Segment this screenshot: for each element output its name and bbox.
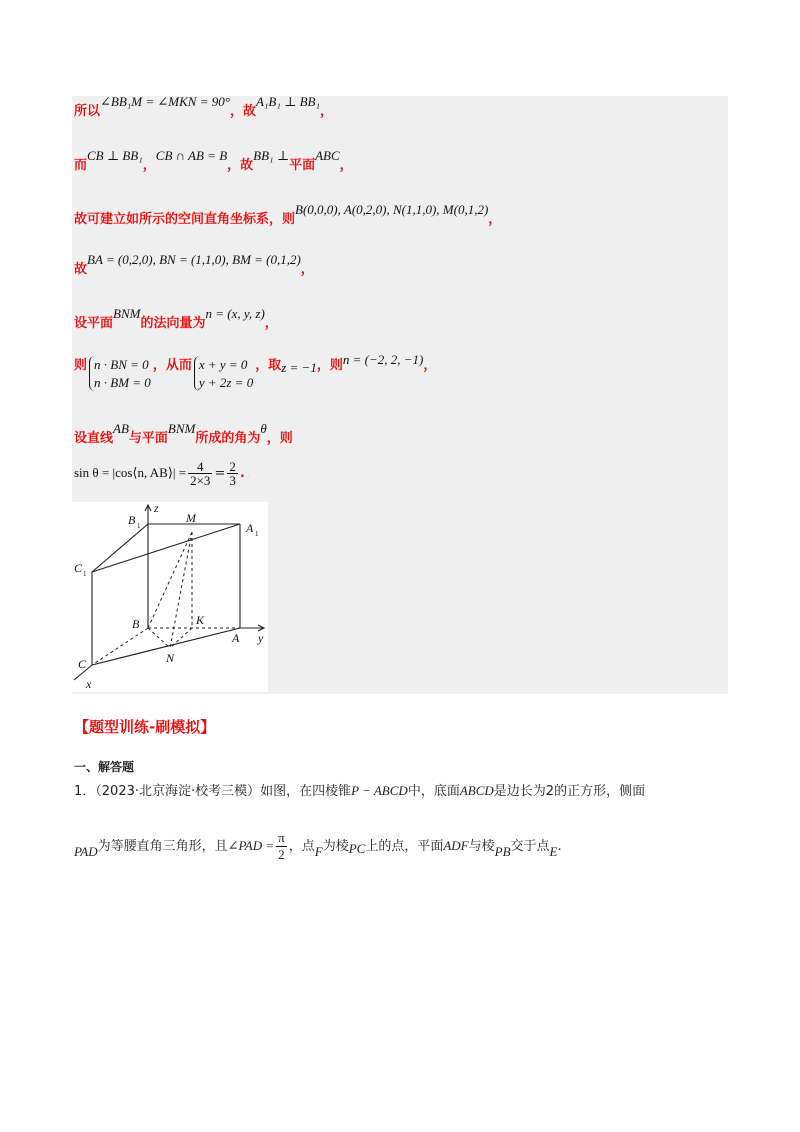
math-point-f: F xyxy=(314,844,323,859)
edge-c1-a1 xyxy=(92,524,240,572)
text: 是边长为 xyxy=(493,784,546,799)
math-normal-result: n = (−2, 2, −1) xyxy=(342,352,424,367)
text: 所成的角为 xyxy=(195,431,261,446)
text: 与平面 xyxy=(128,431,168,446)
text: ， xyxy=(488,212,502,227)
math-perp-bb1: BB₁ ⊥ xyxy=(253,148,290,163)
label-k: K xyxy=(196,613,205,627)
math-angle-eq: ∠BB₁M = ∠MKN = 90° xyxy=(100,94,230,109)
text: ， xyxy=(142,158,156,173)
text: 的正方形，侧面 xyxy=(554,784,646,799)
math-intersection: CB ∩ AB = B xyxy=(155,148,228,163)
denominator: 3 xyxy=(229,473,236,488)
math-plane-abc: ABC xyxy=(315,148,340,163)
text: 与棱 xyxy=(468,839,495,854)
text: 设直线 xyxy=(74,431,114,446)
label-x: x xyxy=(86,677,92,691)
math-edge-pc: PC xyxy=(348,841,366,856)
numerator: π xyxy=(278,830,285,845)
label-a: A xyxy=(232,631,240,645)
fraction xyxy=(227,460,238,487)
label-b: B xyxy=(132,617,140,631)
denominator: 2 xyxy=(278,847,285,862)
math-plane-adf: ADF xyxy=(443,838,469,853)
denominator: 2×3 xyxy=(190,473,211,488)
text: ， xyxy=(320,104,334,119)
segment-b-n xyxy=(148,628,170,648)
solution-line-7 xyxy=(74,421,293,446)
equation-system-1 xyxy=(89,356,151,391)
label-c: C xyxy=(78,657,87,671)
text: ，取 xyxy=(255,358,282,373)
solution-line-1 xyxy=(74,94,334,119)
equation-system-2 xyxy=(194,356,253,391)
label-c1: C xyxy=(74,561,83,575)
math-face-pad: PAD xyxy=(74,844,98,859)
section-title: 一、解答题 xyxy=(74,760,135,774)
text: 所以 xyxy=(74,104,101,119)
text: ，点 xyxy=(288,839,315,854)
label-a1-sub: 1 xyxy=(255,530,259,538)
math-normal-vector: n = (x, y, z) xyxy=(205,306,265,321)
text: ，故 xyxy=(229,104,256,119)
section-heading: 【题型训练-刷模拟】 xyxy=(74,718,216,736)
equation-row: x + y = 0 xyxy=(198,357,248,372)
math-perp-cb: CB ⊥ BB₁ xyxy=(87,148,143,163)
fraction xyxy=(188,460,212,487)
text: ， xyxy=(339,158,353,173)
label-b1: B xyxy=(128,513,136,527)
text: 中，底面 xyxy=(407,784,460,799)
text: 设平面 xyxy=(74,316,114,331)
math-theta: θ xyxy=(260,421,267,436)
text: 上的点，平面 xyxy=(365,839,444,854)
text: 为棱 xyxy=(322,839,349,854)
text: ， xyxy=(300,262,314,277)
prism-diagram xyxy=(72,502,268,692)
text: 则 xyxy=(74,358,88,373)
label-n: N xyxy=(166,651,175,665)
text: 故可建立如所示的空间直角坐标系，则 xyxy=(74,212,296,227)
solution-line-3 xyxy=(74,202,502,227)
text: 而 xyxy=(74,158,88,173)
solution-line-6 xyxy=(74,352,437,391)
text: ， xyxy=(423,358,437,373)
text: ，故 xyxy=(227,158,254,173)
equation-row: y + 2z = 0 xyxy=(198,374,254,390)
text: 的法向量为 xyxy=(140,316,206,331)
label-b1-sub: 1 xyxy=(137,522,141,530)
numerator: 4 xyxy=(188,460,212,474)
solution-line-4 xyxy=(74,252,314,277)
equation-row: n · BN = 0 xyxy=(94,357,149,372)
text: 交于点 xyxy=(510,839,550,854)
math-plane-bnm: BNM xyxy=(167,421,196,436)
math-perp: A₁B₁ ⊥ BB₁ xyxy=(255,94,321,109)
problem-line-1 xyxy=(74,780,645,799)
solution-line-5 xyxy=(74,306,278,331)
text: ，则 xyxy=(316,358,343,373)
math-point-e: E xyxy=(549,844,558,859)
math-side-length: 2 xyxy=(545,784,555,799)
solution-line-2 xyxy=(74,148,353,173)
text: 故 xyxy=(74,262,88,277)
text: 1．（2023·北京海淀·校考三模）如图，在四棱锥 xyxy=(74,784,352,799)
prism-figure xyxy=(72,502,268,692)
text: ，从而 xyxy=(152,358,192,373)
label-c1-sub: 1 xyxy=(83,570,87,578)
equation-row: n · BM = 0 xyxy=(94,374,151,390)
math-angle-pad: ∠PAD = xyxy=(227,838,275,853)
math-edge-pb: PB xyxy=(494,844,511,859)
solution-line-8 xyxy=(74,460,245,487)
math-pyramid: P − ABCD xyxy=(351,783,408,798)
edge-b-c xyxy=(92,628,148,665)
label-z: z xyxy=(154,502,159,515)
math-line-ab: AB xyxy=(113,421,129,436)
math-coordinates: B(0,0,0), A(0,2,0), N(1,1,0), M(0,1,2) xyxy=(295,202,489,217)
text: . xyxy=(239,466,245,481)
text: ， xyxy=(264,316,278,331)
text: . xyxy=(557,839,562,854)
label-m: M xyxy=(186,511,196,525)
problem-line-2 xyxy=(74,830,562,863)
fraction xyxy=(276,830,287,863)
text: = xyxy=(214,466,226,481)
text: 平面 xyxy=(289,158,316,173)
text: ，则 xyxy=(266,431,293,446)
math-z-value: z = −1 xyxy=(281,360,317,375)
numerator: 2 xyxy=(229,459,236,474)
segment-k-n xyxy=(170,628,192,648)
segment-m-n xyxy=(170,532,192,648)
math-sine: sin θ = |cos⟨n, AB⟩| = xyxy=(74,465,187,480)
label-y: y xyxy=(258,631,264,645)
text: 为等腰直角三角形，且 xyxy=(97,839,228,854)
math-vectors: BA = (0,2,0), BN = (1,1,0), BM = (0,1,2) xyxy=(87,252,301,267)
math-plane-bnm: BNM xyxy=(113,306,141,321)
label-a1: A xyxy=(246,521,254,535)
math-base: ABCD xyxy=(459,783,494,798)
edge-b1-c1 xyxy=(92,524,148,572)
